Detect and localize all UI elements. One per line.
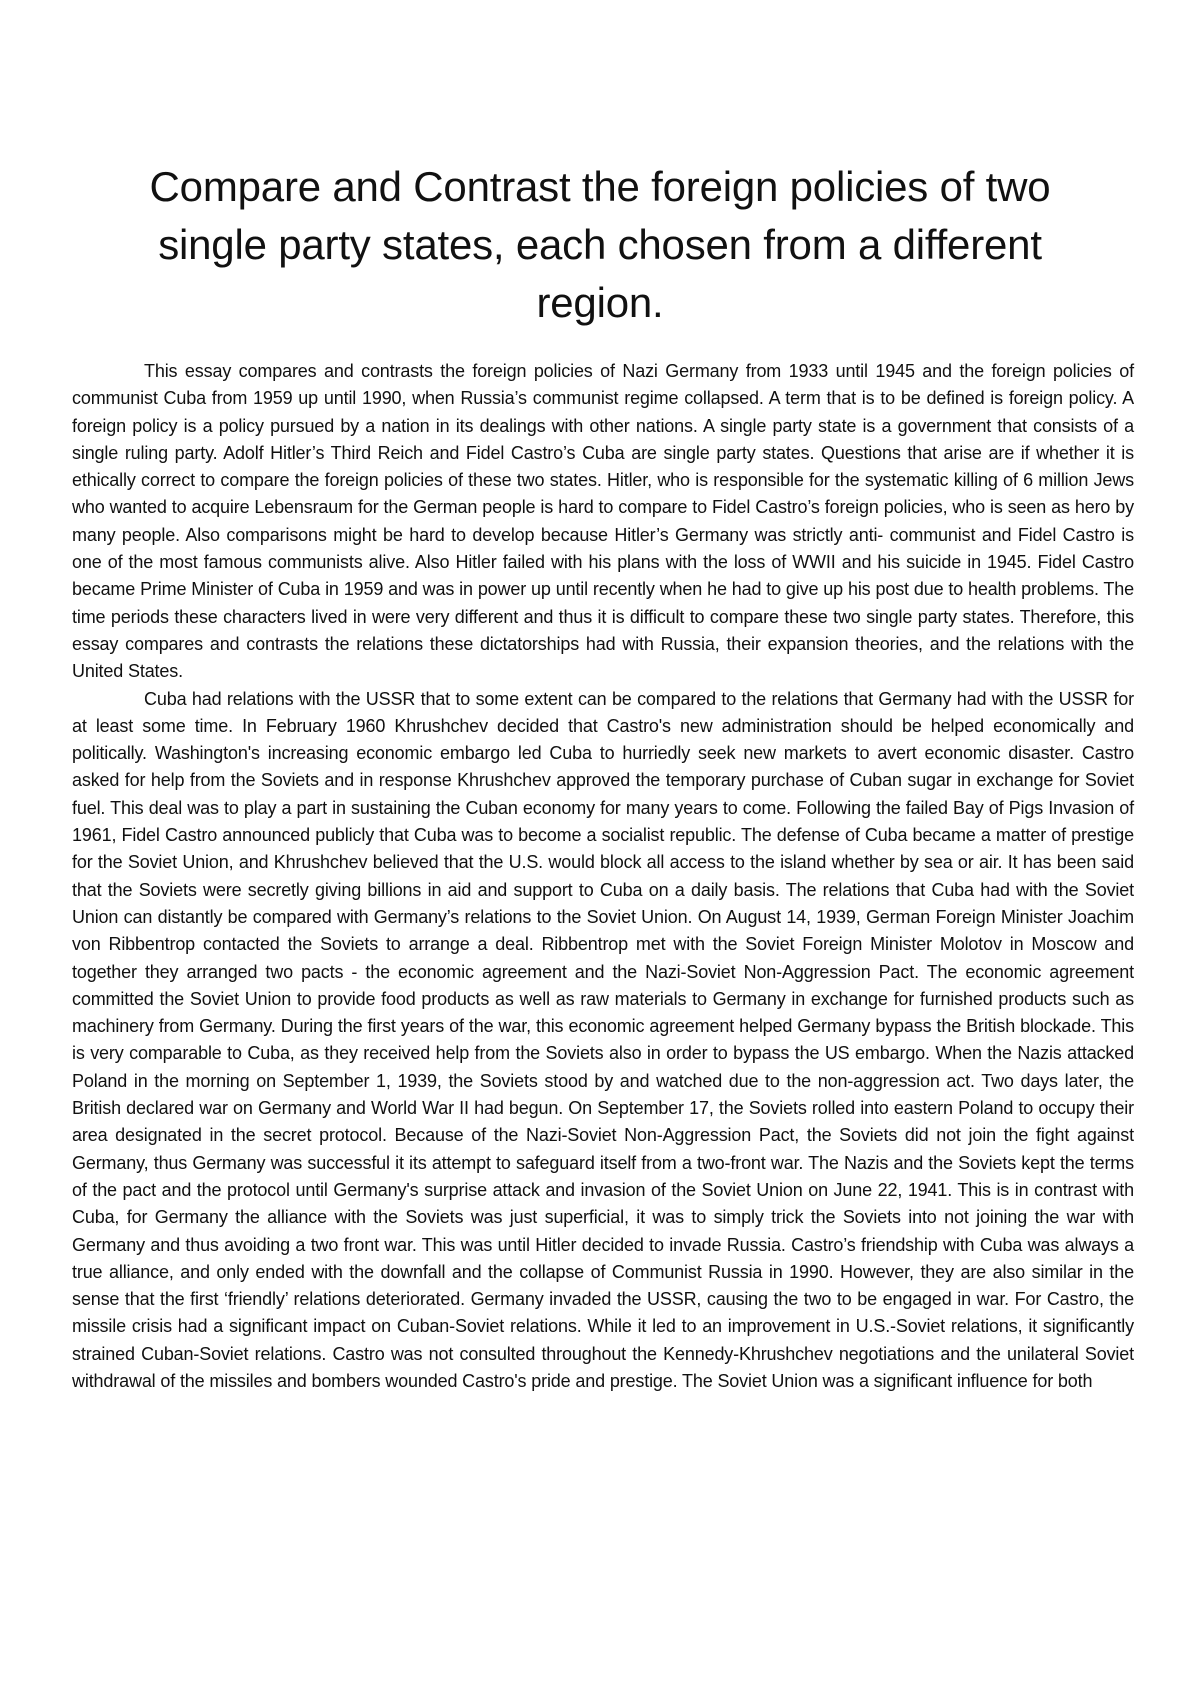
- essay-body: [72, 358, 1134, 1395]
- essay-title: Compare and Contrast the foreign policies of two single party states, each chosen from a different region.: [149, 163, 1051, 326]
- paragraph-introduction: This essay compares and contrasts the foreign policies of Nazi Germany from 1933 until 1945 and the foreign policies of communist Cuba from 1959 up until 1990, when Russia’s communist regime collapsed. A term that is to be defined is foreign policy. A foreign policy is a policy pursued by a nation in its dealings with other nations. A single party state is a government that consists of a single ruling party. Adolf Hitler’s Third Reich and Fidel Castro’s Cuba are single party states. Questions that arise are if whether it is ethically correct to compare the foreign policies of these two states. Hitler, who is responsible for the systematic killing of 6 million Jews who wanted to acquire Lebensraum for the German people is hard to compare to Fidel Castro’s foreign policies, who is seen as hero by many people. Also comparisons might be hard to develop because Hitler’s Germany was strictly anti- communist and Fidel Castro is one of the most famous communists alive. Also Hitler failed with his plans with the loss of WWII and his suicide in 1945. Fidel Castro became Prime Minister of Cuba in 1959 and was in power up until recently when he had to give up his post due to health problems. The time periods these characters lived in were very different and thus it is difficult to compare these two single party states. Therefore, this essay compares and contrasts the relations these dictatorships had with Russia, their expansion theories, and the relations with the United States.: [72, 361, 1134, 682]
- paragraph-ussr-relations: Cuba had relations with the USSR that to some extent can be compared to the relations that Germany had with the USSR for at least some time. In February 1960 Khrushchev decided that Castro's new administration should be helped economically and politically. Washington's increasing economic embargo led Cuba to hurriedly seek new markets to avert economic disaster. Castro asked for help from the Soviets and in response Khrushchev approved the temporary purchase of Cuban sugar in exchange for Soviet fuel. This deal was to play a part in sustaining the Cuban economy for many years to come. Following the failed Bay of Pigs Invasion of 1961, Fidel Castro announced publicly that Cuba was to become a socialist republic. The defense of Cuba became a matter of prestige for the Soviet Union, and Khrushchev believed that the U.S. would block all access to the island whether by sea or air. It has been said that the Soviets were secretly giving billions in aid and support to Cuba on a daily basis. The relations that Cuba had with the Soviet Union can distantly be compared with Germany’s relations to the Soviet Union. On August 14, 1939, German Foreign Minister Joachim von Ribbentrop contacted the Soviets to arrange a deal. Ribbentrop met with the Soviet Foreign Minister Molotov in Moscow and together they arranged two pacts - the economic agreement and the Nazi-Soviet Non-Aggression Pact. The economic agreement committed the Soviet Union to provide food products as well as raw materials to Germany in exchange for furnished products such as machinery from Germany. During the first years of the war, this economic agreement helped Germany bypass the British blockade. This is very comparable to Cuba, as they received help from the Soviets also in order to bypass the US embargo. When the Nazis attacked Poland in the morning on September 1, 1939, the Soviets stood by and watched due to the non-aggression act. Two days later, the British declared war on Germany and World War II had begun. On September 17, the Soviets rolled into eastern Poland to occupy their area designated in the secret protocol. Because of the Nazi-Soviet Non-Aggression Pact, the Soviets did not join the fight against Germany, thus Germany was successful it its attempt to safeguard itself from a two-front war. The Nazis and the Soviets kept the terms of the pact and the protocol until Germany's surprise attack and invasion of the Soviet Union on June 22, 1941. This is in contrast with Cuba, for Germany the alliance with the Soviets was just superficial, it was to simply trick the Soviets into not joining the war with Germany and thus avoiding a two front war. This was until Hitler decided to invade Russia. Castro’s friendship with Cuba was always a true alliance, and only ended with the downfall and the collapse of Communist Russia in 1990. However, they are also similar in the sense that the first ‘friendly’ relations deteriorated. Germany invaded the USSR, causing the two to be engaged in war. For Castro, the missile crisis had a significant impact on Cuban-Soviet relations. While it led to an improvement in U.S.-Soviet relations, it significantly strained Cuban-Soviet relations. Castro was not consulted throughout the Kennedy-Khrushchev negotiations and the unilateral Soviet withdrawal of the missiles and bombers wounded Castro's pride and prestige. The Soviet Union was a significant influence for both: [72, 688, 1134, 1391]
